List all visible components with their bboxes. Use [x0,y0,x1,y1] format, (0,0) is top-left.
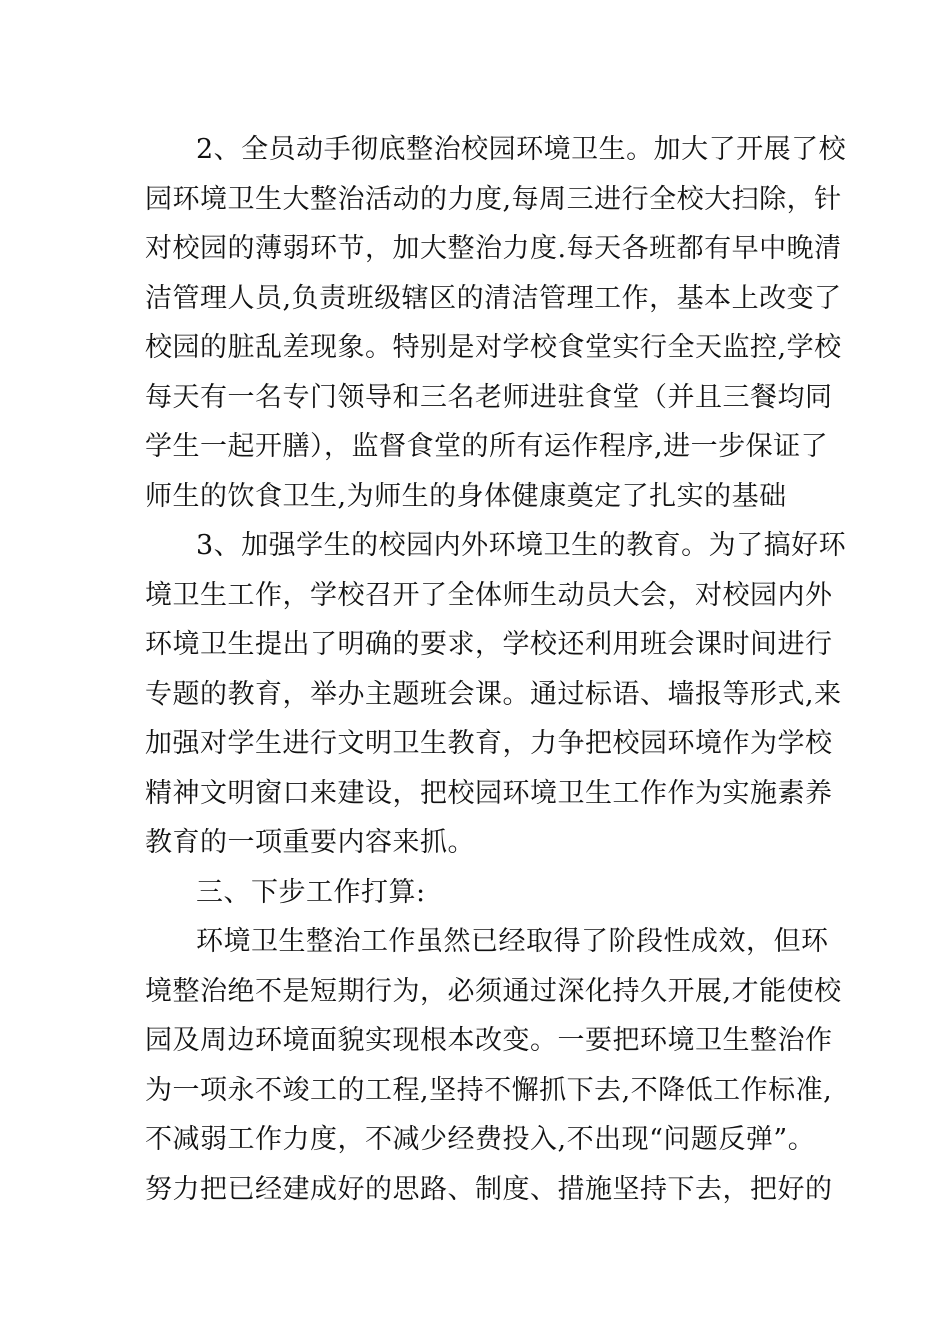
paragraph-3-line-2: 境卫生工作，学校召开了全体师生动员大会，对校园内外 [145,580,833,611]
paragraph-3-line-1: 3、加强学生的校园内外环境卫生的教育。为了搞好环 [196,530,847,561]
paragraph-3-line-4: 专题的教育，举办主题班会课。通过标语、墙报等形式,来 [145,679,842,710]
paragraph-4-line-1: 环境卫生整治工作虽然已经取得了阶段性成效，但环 [196,926,829,957]
paragraph-3-line-5: 加强对学生进行文明卫生教育，力争把校园环境作为学校 [145,728,833,759]
paragraph-2-line-3: 对校园的薄弱环节，加大整治力度.每天各班都有早中晚清 [145,233,842,264]
paragraph-4-line-3: 园及周边环境面貌实现根本改变。一要把环境卫生整治作 [145,1025,833,1056]
paragraph-4-line-6: 努力把已经建成好的思路、制度、措施坚持下去，把好的 [145,1174,833,1205]
paragraph-3-line-6: 精神文明窗口来建设，把校园环境卫生工作作为实施素养 [145,778,833,809]
paragraph-2-line-1: 2、全员动手彻底整治校园环境卫生。加大了开展了校 [196,134,847,165]
paragraph-3-line-3: 环境卫生提出了明确的要求，学校还利用班会课时间进行 [145,629,833,660]
paragraph-3-line-7: 教育的一项重要内容来抓。 [145,827,475,858]
paragraph-2-line-2: 园环境卫生大整治活动的力度,每周三进行全校大扫除，针 [145,184,842,215]
section-heading: 三、下步工作打算: [196,877,426,908]
paragraph-2-line-7: 学生一起开膳），监督食堂的所有运作程序,进一步保证了 [145,431,829,462]
paragraph-2-line-6: 每天有一名专门领导和三名老师进驻食堂（并且三餐均同 [145,382,833,413]
paragraph-2-line-8: 师生的饮食卫生,为师生的身体健康奠定了扎实的基础 [145,481,787,512]
paragraph-2-line-5: 校园的脏乱差现象。特别是对学校食堂实行全天监控,学校 [145,332,842,363]
paragraph-4-line-5: 不减弱工作力度，不减少经费投入,不出现“问题反弹”。 [145,1124,816,1155]
paragraph-2-line-4: 洁管理人员,负责班级辖区的清洁管理工作，基本上改变了 [145,283,842,314]
paragraph-4-line-2: 境整治绝不是短期行为，必须通过深化持久开展,才能使校 [145,976,842,1007]
paragraph-4-line-4: 为一项永不竣工的工程,坚持不懈抓下去,不降低工作标准, [145,1075,833,1106]
